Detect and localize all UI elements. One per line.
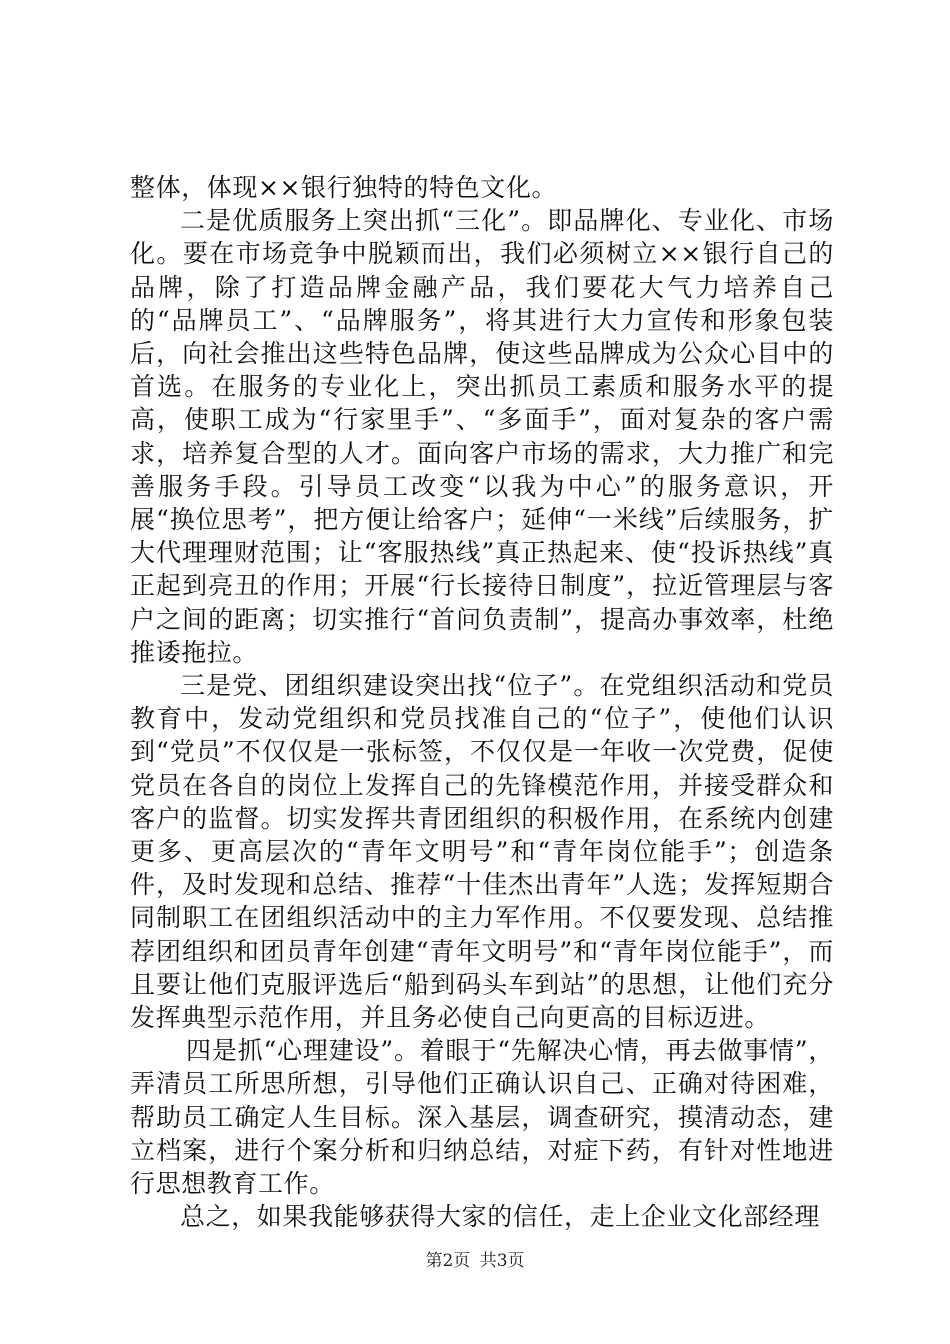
page-number: 第2页: [425, 1251, 471, 1271]
paragraph-party-organization: 三是党、团组织建设突出找“位子”。在党组织活动和党员教育中，发动党组织和党员找准自己的“位子”，使他们认识到“党员”不仅仅是一张标签，不仅仅是一年收一次党费，促使党员在各自的岗位上发挥自己的先锋模范作用，并接受群众和客户的监督。切实发挥共青团组织的积极作用，在系统内创建更多、更高层次的“青年文明号”和“青年岗位能手”；创造条件，及时发现和总结、推荐“十佳杰出青年”人选；发挥短期合同制职工在团组织活动中的主力军作用。不仅要发现、总结推荐团组织和团员青年创建“青年文明号”和“青年岗位能手”，而且要让他们克服评选后“船到码头车到站”的思想，让他们充分发挥典型示范作用，并且务必使自己向更高的目标迈进。: [130, 671, 834, 1033]
paragraph-psychology: 四是抓“心理建设”。着眼于“先解决心情，再去做事情”，弄清员工所思所想，引导他们正确认识自己、正确对待困难，帮助员工确定人生目标。深入基层，调查研究，摸清动态，建立档案，进行个案分析和归纳总结，对症下药，有针对性地进行思想教育工作。: [130, 1036, 834, 1199]
paragraph-conclusion: 总之，如果我能够获得大家的信任，走上企业文化部经理: [180, 1202, 821, 1232]
paragraph-service: 二是优质服务上突出抓“三化”。即品牌化、专业化、市场化。要在市场竞争中脱颖而出，我们必须树立××银行自己的品牌，除了打造品牌金融产品，我们要花大气力培养自己的“品牌员工”、“品牌服务”，将其进行大力宣传和形象包装后，向社会推出这些特色品牌，使这些品牌成为公众心目中的首选。在服务的专业化上，突出抓员工素质和服务水平的提高，使职工成为“行家里手”、“多面手”，面对复杂的客户需求，培养复合型的人才。面向客户市场的需求，大力推广和完善服务手段。引导员工改变“以我为中心”的服务意识，开展“换位思考”，把方便让给客户；延伸“一米线”后续服务，扩大代理理财范围；让“客服热线”真正热起来、使“投诉热线”真正起到亮丑的作用；开展“行长接待日制度”，拉近管理层与客户之间的距离；切实推行“首问负责制”，提高办事效率，杜绝推诿拖拉。: [130, 206, 834, 667]
paragraph-continuation: 整体，体现××银行独特的特色文化。: [130, 173, 558, 202]
page-footer: [0, 1246, 950, 1271]
page-total: 共3页: [479, 1251, 525, 1271]
document-body: [130, 171, 834, 1234]
